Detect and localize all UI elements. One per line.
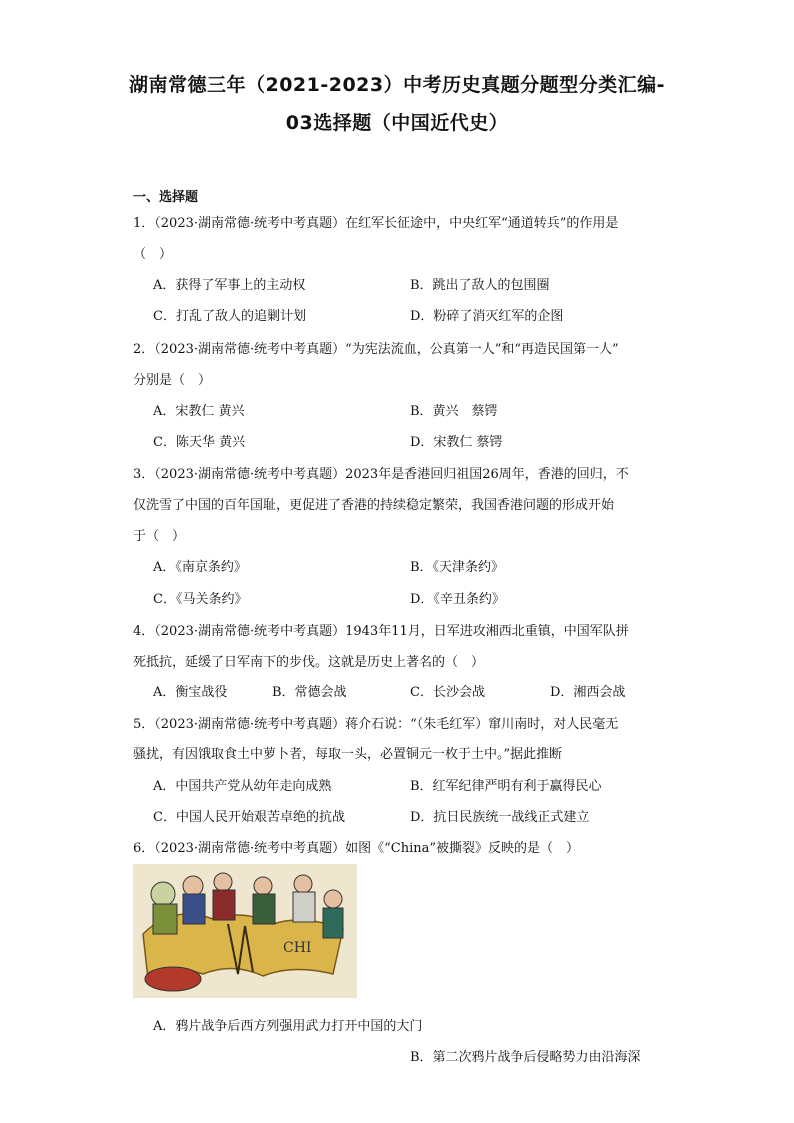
question-4-option-b: B．常德会战 <box>272 685 347 700</box>
question-6-stem: 6．（2023·湖南常德·统考中考真题）如图《“China”被撕裂》反映的是（ ） <box>133 841 580 856</box>
cartoon-map-letters: CHI <box>283 940 312 956</box>
question-3-stem-cont-1: 仅洗雪了中国的百年国耻，更促进了香港的持续稳定繁荣，我国香港问题的形成开始 <box>133 498 615 513</box>
question-4-option-a: A．衡宝战役 <box>153 685 228 700</box>
question-1-option-c: C．打乱了敌人的追剿计划 <box>153 309 306 324</box>
question-5-stem-cont: 骚扰，有因饿取食土中萝卜者，每取一头，必置铜元一枚于土中。”据此推断 <box>133 747 563 762</box>
question-5-option-c: C．中国人民开始艰苦卓绝的抗战 <box>153 810 345 825</box>
question-4-option-d: D．湘西会战 <box>550 685 626 700</box>
cartoon-illustration <box>133 864 357 998</box>
question-2-option-c: C．陈天华 黄兴 <box>153 435 246 450</box>
document-title-line1: 湖南常德三年（2021-2023）中考历史真题分题型分类汇编- <box>128 74 666 96</box>
question-2-stem-cont: 分别是（ ） <box>133 373 212 388</box>
document-title-line2: 03选择题（中国近代史） <box>285 112 509 134</box>
question-1-stem-cont: （ ） <box>133 247 173 262</box>
question-6-option-a: A．鸦片战争后西方列强用武力打开中国的大门 <box>153 1019 423 1034</box>
question-4-option-c: C．长沙会战 <box>410 685 485 700</box>
question-5-option-a: A．中国共产党从幼年走向成熟 <box>153 779 332 794</box>
question-1-option-b: B．跳出了敌人的包围圈 <box>410 278 550 293</box>
question-6-option-b: B．第二次鸦片战争后侵略势力由沿海深 <box>410 1050 641 1065</box>
question-5-stem: 5．（2023·湖南常德·统考中考真题）蒋介石说：“（朱毛红军）窜川南时，对人民毫无 <box>133 717 619 732</box>
question-4-stem: 4．（2023·湖南常德·统考中考真题）1943年11月，日军进攻湘西北重镇，中国军队拼 <box>133 624 629 639</box>
question-5-option-d: D．抗日民族统一战线正式建立 <box>410 810 590 825</box>
question-2-option-b: B．黄兴 蔡锷 <box>410 404 498 419</box>
question-2-option-a: A．宋教仁 黄兴 <box>153 404 245 419</box>
question-5-option-b: B．红军纪律严明有利于赢得民心 <box>410 779 602 794</box>
question-2-stem: 2．（2023·湖南常德·统考中考真题）“为宪法流血，公真第一人”和“再造民国第一人” <box>133 342 619 357</box>
question-1-option-a: A．获得了军事上的主动权 <box>153 278 306 293</box>
question-3-option-a: A．《南京条约》 <box>153 560 247 575</box>
section-heading: 一、选择题 <box>133 190 199 205</box>
question-3-option-d: D．《辛丑条约》 <box>410 592 505 607</box>
question-3-stem-cont-2: 于（ ） <box>133 529 186 544</box>
china-torn-cartoon-image <box>133 864 357 998</box>
question-3-option-b: B．《天津条约》 <box>410 560 505 575</box>
question-4-stem-cont: 死抵抗，延缓了日军南下的步伐。这就是历史上著名的（ ） <box>133 655 485 670</box>
question-3-stem: 3．（2023·湖南常德·统考中考真题）2023年是香港回归祖国26周年，香港的回归，不 <box>133 467 629 482</box>
question-1-option-d: D．粉碎了消灭红军的企图 <box>410 309 564 324</box>
question-1-stem: 1．（2023·湖南常德·统考中考真题）在红军长征途中，中央红军“通道转兵”的作用是 <box>133 216 619 231</box>
question-2-option-d: D．宋教仁 蔡锷 <box>410 435 503 450</box>
question-3-option-c: C．《马关条约》 <box>153 592 248 607</box>
